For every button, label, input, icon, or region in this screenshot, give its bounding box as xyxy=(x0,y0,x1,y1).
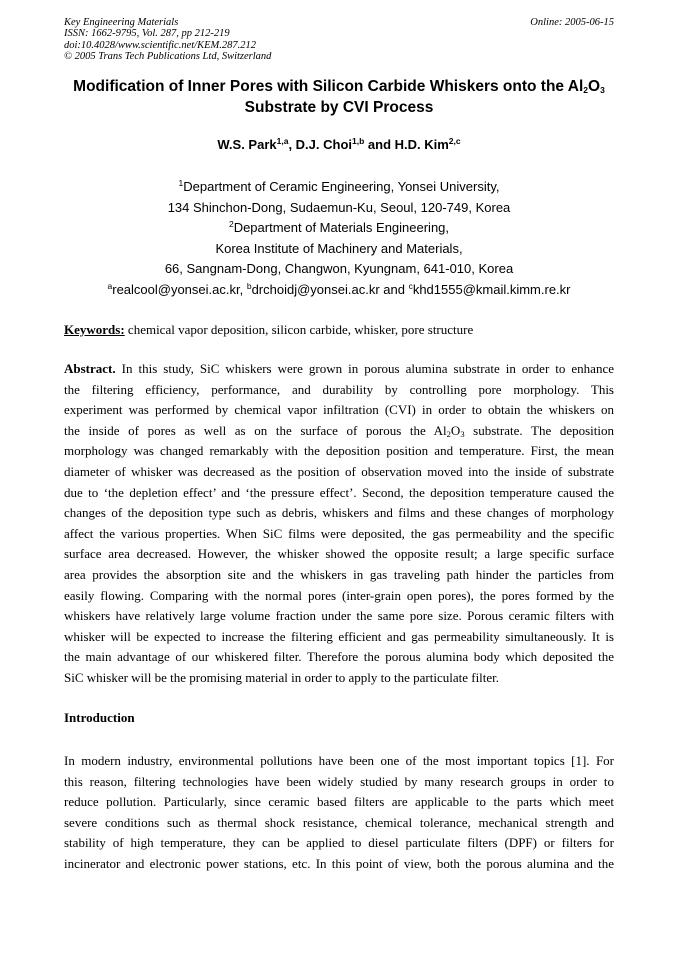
abstract-paragraph xyxy=(64,359,614,689)
abstract-line: surface area decreased. However, the whisker showed the opposite result; a large specific surface xyxy=(64,546,614,562)
abstract-line: Abstract. In this study, SiC whiskers were grown in porous alumina substrate in order to enhance xyxy=(64,361,614,376)
affiliation-2-line-3: 66, Sangnam-Dong, Changwon, Kyungnam, 641-010, Korea xyxy=(164,261,514,277)
affiliation-2-line-2: Korea Institute of Machinery and Materials, xyxy=(215,240,463,256)
abstract-line: easily flowing. Comparing with the normal pores (inter-grain open pores), the pores formed by the xyxy=(64,587,614,603)
abstract-line: the main advantage of our whiskered filter. Therefore the porous alumina body which deposited the xyxy=(64,649,614,665)
abstract-line: due to ‘the depletion effect’ and ‘the pressure effect’. Second, the deposition temperature caused the xyxy=(64,484,614,500)
title-line-1: Modification of Inner Pores with Silicon Carbide Whiskers onto the $Al_2O_3$ xyxy=(73,78,605,95)
keywords-text: chemical vapor deposition, silicon carbide, whisker, pore structure xyxy=(124,322,474,337)
intro-line: incinerator and electronic power stations, etc. In this point of view, both the porous alumina and the xyxy=(64,855,614,871)
intro-line: severe conditions such as thermal shock resistance, chemical tolerance, mechanical strength and xyxy=(64,814,614,830)
affiliations xyxy=(40,177,638,301)
keywords xyxy=(64,322,614,338)
introduction-heading: Introduction xyxy=(64,710,135,725)
intro-line: stability of high temperature, they can be applied to diesel particulate filters (DPF) or filters for xyxy=(64,835,614,851)
abstract-line: SiC whisker will be the promising material in order to apply to the particulate filter. xyxy=(64,669,500,685)
abstract-line: experiment was performed by chemical vapor infiltration (CVI) in order to obtain the whiskers on xyxy=(64,402,614,418)
abstract-line: the inside of pores as well as on the surface of porous the $Al_2O_3$ substrate. The deposition xyxy=(64,422,614,439)
keywords-label: Keywords: xyxy=(64,322,125,337)
affiliation-1-line-1: $^1$Department of Ceramic Engineering, Yonsei University, xyxy=(178,178,500,194)
abstract-line: whiskers have relatively large volume fraction under the same pore size. Porous ceramic filters with xyxy=(64,608,614,624)
abstract-line: morphology was changed remarkably with the deposition position and temperature. First, the mean xyxy=(64,443,614,459)
abstract-line: area provides the absorption site and the whiskers in gas traveling path hinder the particles from xyxy=(64,566,614,582)
abstract-line: the filtering efficiency, performance, and durability by controlling pore morphology. This xyxy=(64,381,614,397)
doi-line: doi:10.4028/www.scientific.net/KEM.287.212 xyxy=(64,39,256,51)
email-line: $^a$realcool@yonsei.ac.kr, $^b$drchoidj@yonsei.ac.kr and $^c$khd1555@kmail.kimm.re.kr xyxy=(107,280,571,297)
issn-line: ISSN: 1662-9795, Vol. 287, pp 212-219 xyxy=(64,28,230,40)
journal-header xyxy=(64,17,614,62)
abstract-line: changes of the deposition type such as debris, whiskers and films and these changes of morphology xyxy=(64,505,614,521)
abstract-line: whisker will be expected to increase the filtering efficient and gas permeability simultaneously. It is xyxy=(64,628,614,644)
author-list: W.S. Park$^{1,a}$, D.J. Choi$^{1,b}$ and H.D. Kim$^{2,c}$ xyxy=(217,136,461,152)
journal-name: Key Engineering Materials xyxy=(64,17,179,28)
online-date: Online: 2005-06-15 xyxy=(530,17,614,28)
paper-title xyxy=(40,76,638,118)
affiliation-1-line-2: 134 Shinchon-Dong, Sudaemun-Ku, Seoul, 120-749, Korea xyxy=(167,199,511,215)
introduction-paragraph xyxy=(64,751,614,875)
abstract-line: diameter of whisker was decreased as the position of observation moved into the inside of substrate xyxy=(64,463,614,479)
intro-line: reduce pollution. Particularly, since ceramic based filters are applicable to the parts which meet xyxy=(64,794,614,810)
intro-line: this reason, filtering technologies have been widely studied by many research groups in order to xyxy=(64,773,614,789)
title-line-2: Substrate by CVI Process xyxy=(244,99,434,116)
copyright-line: © 2005 Trans Tech Publications Ltd, Switzerland xyxy=(64,50,272,62)
affiliation-2-line-1: $^2$Department of Materials Engineering, xyxy=(228,219,450,236)
intro-line: In modern industry, environmental pollutions have been one of the most important topics [1]. For xyxy=(64,753,614,768)
abstract-line: affect the various properties. When SiC films were deposited, the gas permeability and the specific xyxy=(64,525,614,541)
